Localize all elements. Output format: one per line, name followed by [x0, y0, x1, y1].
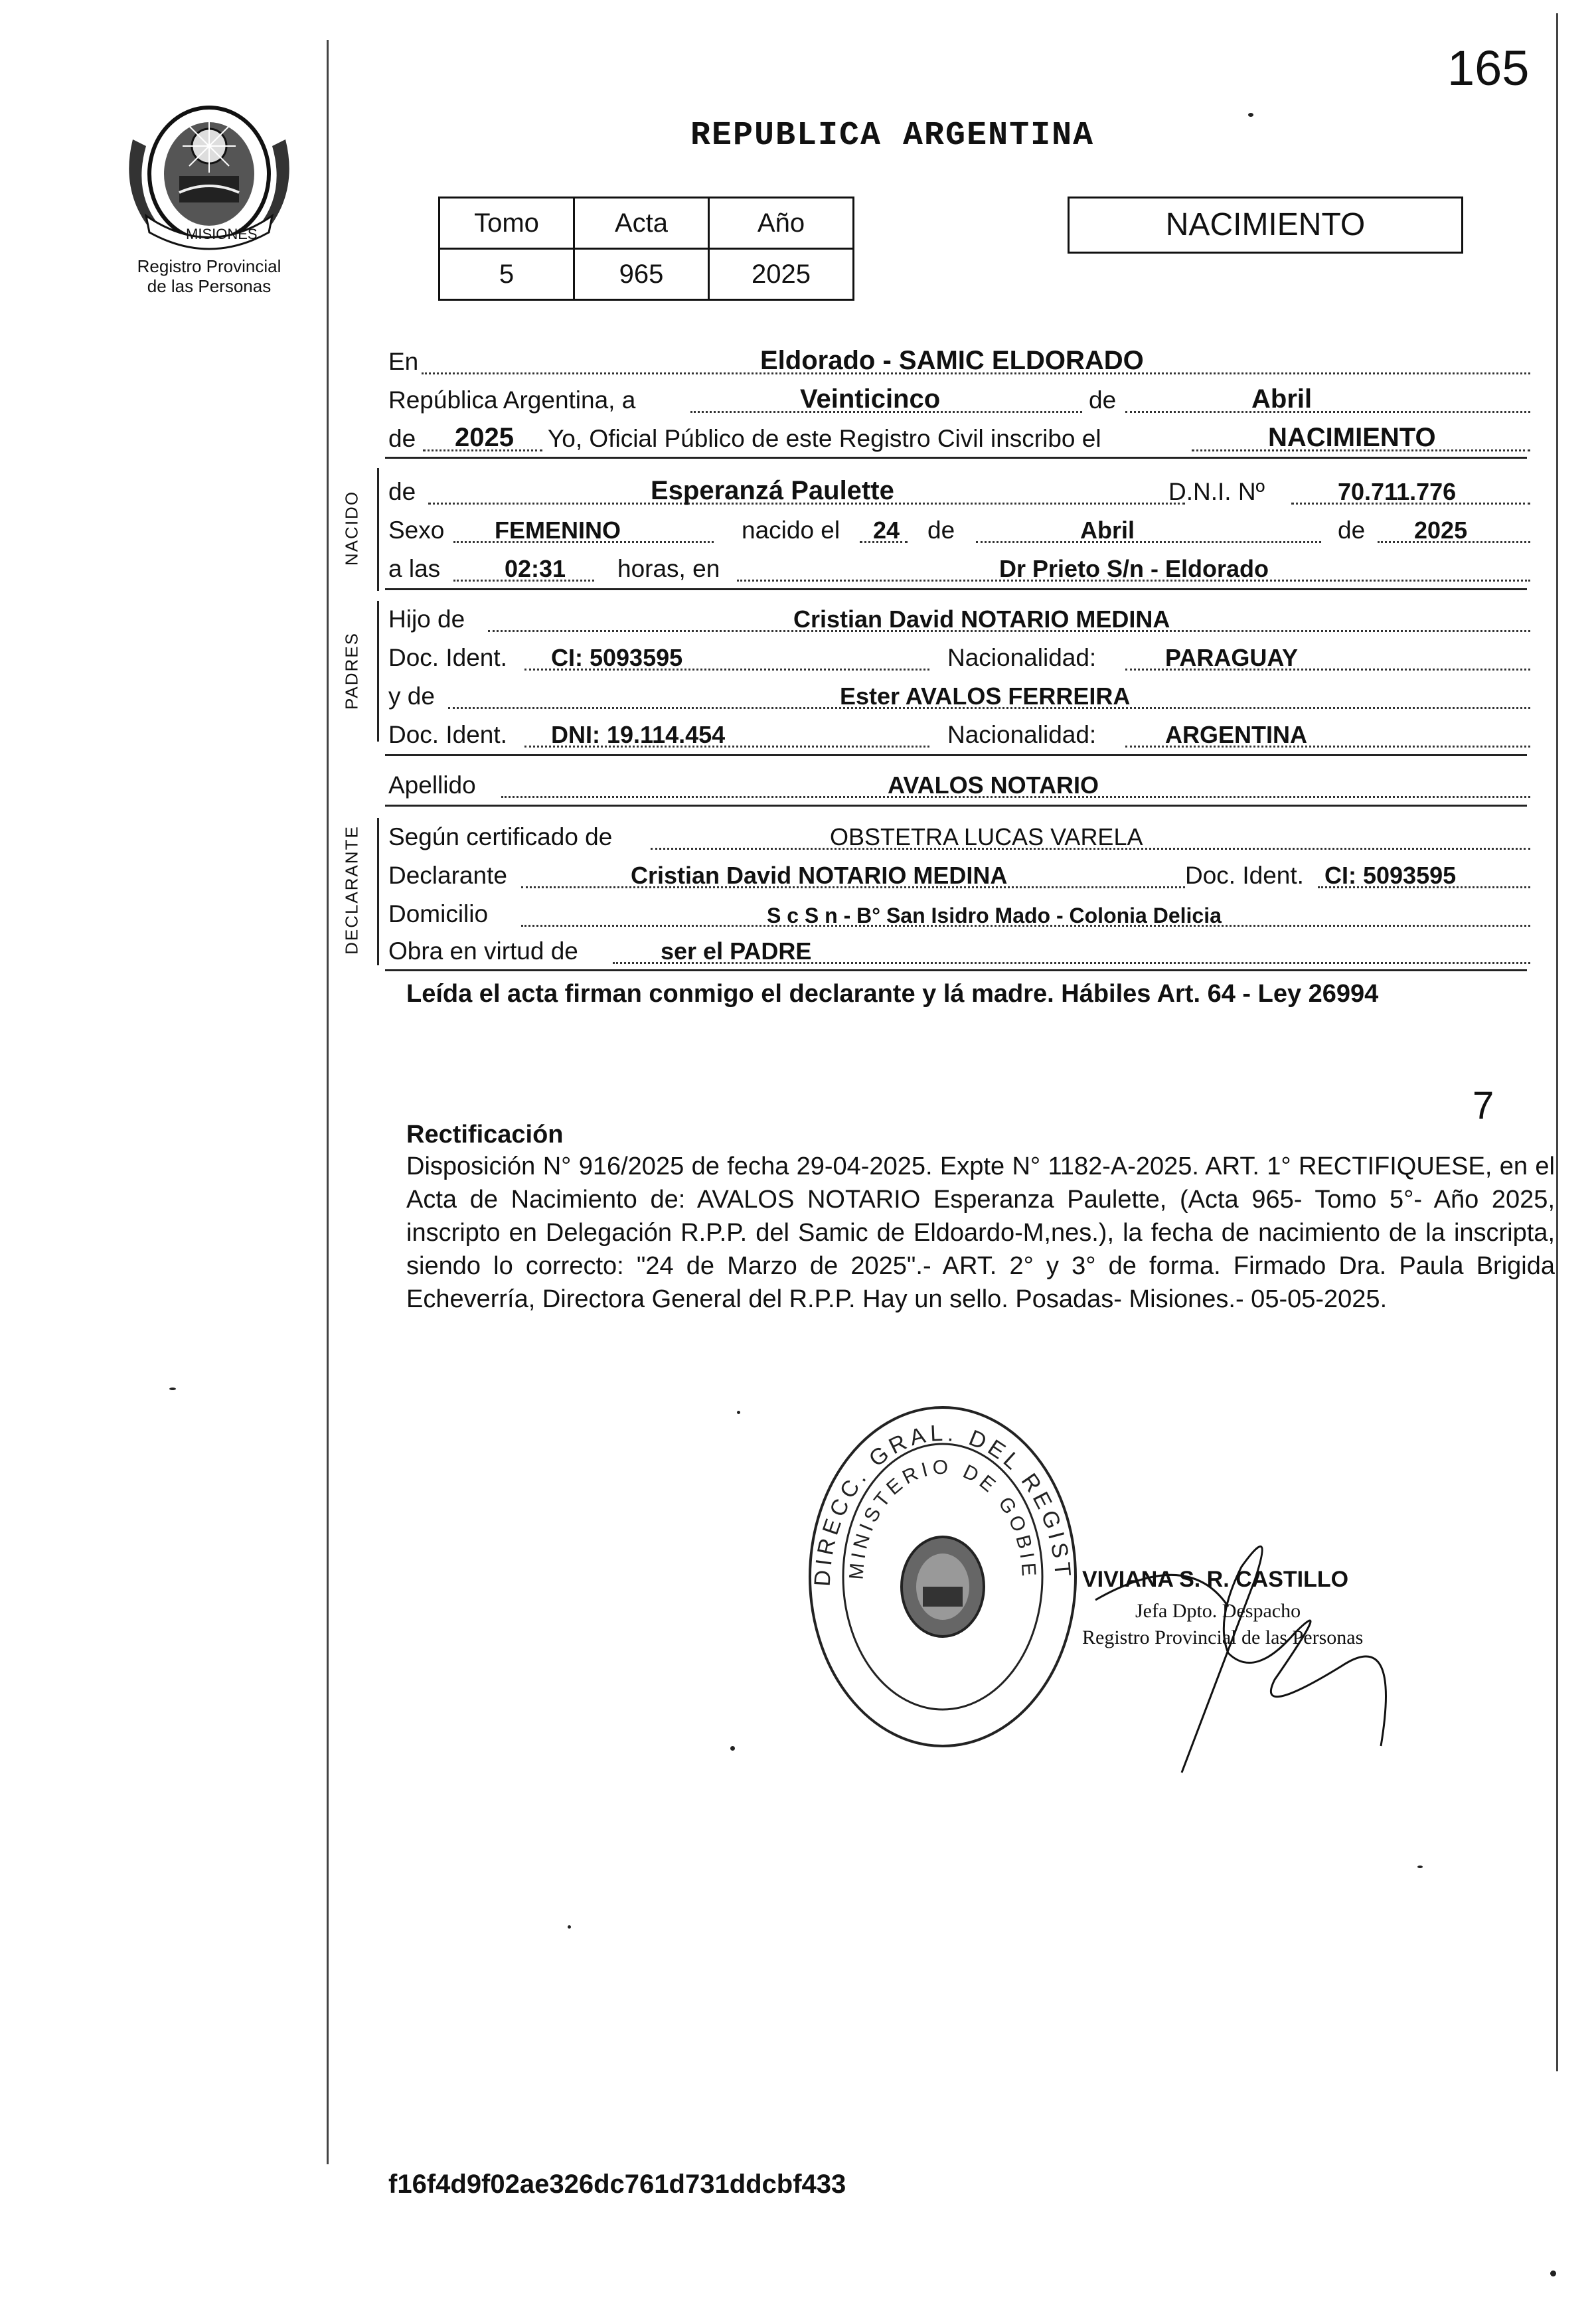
field-row-apellido [388, 763, 1530, 802]
field-row-republica [388, 378, 1530, 417]
declarante-label: Declarante [388, 862, 507, 889]
declarante-doc: CI: 5093595 [1324, 862, 1457, 889]
field-row-nombre [388, 470, 1530, 509]
section-label-nacido: NACIDO [341, 490, 362, 566]
field-row-hora [388, 547, 1530, 586]
apellido-label: Apellido [388, 771, 476, 799]
a-las-label: a las [388, 555, 441, 582]
madre-nacionalidad-label: Nacionalidad: [947, 721, 1097, 748]
rectificacion-title: Rectificación [406, 1121, 564, 1149]
nacido-anio: 2025 [1414, 517, 1468, 544]
nacido-lugar: Dr Prieto S/n - Eldorado [999, 555, 1269, 582]
field-row-en [388, 340, 1530, 378]
sexo-label: Sexo [388, 517, 445, 544]
dotted-line [1125, 410, 1530, 413]
section-label-padres: PADRES [341, 632, 362, 710]
handwritten-signature [1056, 1467, 1427, 1779]
section-label-declarante: DECLARANTE [341, 825, 362, 955]
declarante-nombre: Cristian David NOTARIO MEDINA [631, 862, 1008, 889]
scan-speck [730, 1746, 735, 1751]
table-value-tomo: 5 [439, 249, 574, 300]
de-label: de [1089, 386, 1117, 414]
section-bar-padres [377, 601, 379, 742]
scan-speck [1248, 113, 1253, 117]
official-seal [790, 1388, 1095, 1753]
certificado-value: OBSTETRA LUCAS VARELA [830, 823, 1143, 850]
stamp-title: Jefa Dpto. Despacho [1135, 1600, 1301, 1622]
table-value-anio: 2025 [709, 249, 854, 300]
seal-outer-text: DIRECC. GRAL. DEL REGIST [809, 1420, 1076, 1587]
table-header-acta: Acta [574, 198, 709, 249]
logo-caption-line1: Registro Provincial [137, 256, 281, 276]
domicilio-value: S c S n - B° San Isidro Mado - Colonia Delicia [767, 904, 1222, 927]
nacido-hora: 02:31 [505, 555, 566, 582]
section-divider [385, 588, 1527, 590]
misiones-coat-of-arms-logo [120, 100, 299, 252]
section-bar-nacido [377, 468, 379, 591]
mes-value: Abril [1251, 384, 1313, 414]
madre-nacionalidad: ARGENTINA [1165, 721, 1307, 748]
seal-inner-text: MINISTERIO DE GOBIE [845, 1456, 1040, 1581]
inscribo-value: NACIMIENTO [1268, 423, 1436, 452]
padre-nombre: Cristian David NOTARIO MEDINA [793, 605, 1170, 633]
field-row-obra [388, 929, 1530, 968]
field-row-declarante [388, 854, 1530, 892]
stamp-name: VIVIANA S. R. CASTILLO [1082, 1567, 1349, 1592]
logo-caption-line2: de las Personas [147, 276, 272, 296]
section-divider [385, 969, 1527, 971]
record-reference-table [438, 197, 854, 301]
republica-label: República Argentina, a [388, 386, 636, 414]
scan-speck [737, 1411, 740, 1414]
scan-speck [1550, 2270, 1556, 2276]
padre-doc-label: Doc. Ident. [388, 644, 507, 671]
field-row-sexo [388, 509, 1530, 547]
dni-label: D.N.I. Nº [1168, 478, 1265, 505]
padre-nacionalidad-label: Nacionalidad: [947, 644, 1097, 671]
country-title: REPUBLICA ARGENTINA [690, 117, 1095, 155]
padre-nacionalidad: PARAGUAY [1165, 644, 1299, 671]
scan-speck [568, 1925, 571, 1929]
apellido-value: AVALOS NOTARIO [888, 771, 1099, 799]
document-hash: f16f4d9f02ae326dc761d731ddcbf433 [388, 2170, 846, 2199]
nacido-sexo: FEMENINO [495, 517, 621, 544]
section-divider [385, 457, 1527, 459]
madre-doc-label: Doc. Ident. [388, 721, 507, 748]
section-divider [385, 805, 1527, 807]
madre-nombre: Ester AVALOS FERREIRA [840, 682, 1131, 710]
field-row-padre [388, 597, 1530, 636]
y-de-label: y de [388, 682, 435, 710]
scan-speck [1417, 1866, 1423, 1868]
field-row-madre [388, 675, 1530, 713]
oficial-text: Yo, Oficial Público de este Registro Civil inscribo el [548, 425, 1101, 452]
horas-en-label: horas, en [617, 555, 720, 582]
nacido-mes: Abril [1080, 517, 1135, 544]
domicilio-label: Domicilio [388, 900, 489, 927]
obra-value: ser el PADRE [661, 937, 812, 965]
nacido-dni: 70.711.776 [1338, 478, 1457, 505]
dia-value: Veinticinco [800, 384, 941, 414]
hijo-de-label: Hijo de [388, 605, 465, 633]
nacido-de-label2: de [927, 517, 955, 544]
right-margin-line [1556, 13, 1558, 2071]
declarante-doc-label: Doc. Ident. [1185, 862, 1304, 889]
table-header-anio: Año [709, 198, 854, 249]
record-type-box: NACIMIENTO [1068, 197, 1463, 254]
section-bar-declarante [377, 818, 379, 965]
field-row-certificado [388, 815, 1530, 854]
section-divider [385, 754, 1527, 756]
page-number: 165 [1447, 40, 1530, 96]
padre-doc: CI: 5093595 [551, 644, 683, 671]
de-label: de [388, 425, 416, 452]
table-value-acta: 965 [574, 249, 709, 300]
field-row-padre-doc [388, 636, 1530, 675]
anio-value: 2025 [455, 423, 514, 452]
rectificacion-number: 7 [1473, 1084, 1494, 1127]
svg-text:MISIONES: MISIONES [186, 226, 258, 242]
certificado-label: Según certificado de [388, 823, 613, 850]
nacido-nombre: Esperanzá Paulette [651, 476, 894, 505]
rectificacion-body: Disposición N° 916/2025 de fecha 29-04-2025. Expte N° 1182-A-2025. ART. 1° RECTIFIQUESE, en el Acta de Nacimiento de: AVALOS NOTARIO Esperanza Paulette, (Acta 965- Tomo 5°- Año 2025, inscripto en Delegación R.P.P. del Samic de Eldoardo-M,nes.), la fecha de nacimiento de la inscripta, siendo lo correcto: "24 de Marzo de 2025".- ART. 2° y 3° de forma. Firmado Dra. Paula Brigida Echeverría, Directora General del R.P.P. Hay un sello. Posadas- Misiones.- 05-05-2025. [406, 1153, 1555, 1313]
field-row-inscribo [388, 417, 1530, 455]
dotted-line [976, 540, 1321, 543]
scan-speck [169, 1388, 176, 1390]
logo-caption [100, 256, 319, 296]
nacido-de-label3: de [1338, 517, 1366, 544]
nacido-de-label: de [388, 478, 416, 505]
field-row-madre-doc [388, 713, 1530, 752]
nacido-dia: 24 [873, 517, 900, 544]
field-row-domicilio [388, 892, 1530, 931]
stamp-office: Registro Provincial de las Personas [1082, 1627, 1364, 1648]
obra-label: Obra en virtud de [388, 937, 578, 965]
en-value: Eldorado - SAMIC ELDORADO [760, 346, 1144, 375]
en-label: En [388, 348, 419, 375]
madre-doc: DNI: 19.114.454 [551, 721, 726, 748]
nacido-el-label: nacido el [742, 517, 840, 544]
table-header-tomo: Tomo [439, 198, 574, 249]
closing-text: Leída el acta firman conmigo el declarante y lá madre. Hábiles Art. 64 - Ley 26994 [406, 980, 1379, 1008]
left-margin-line [327, 40, 329, 2164]
